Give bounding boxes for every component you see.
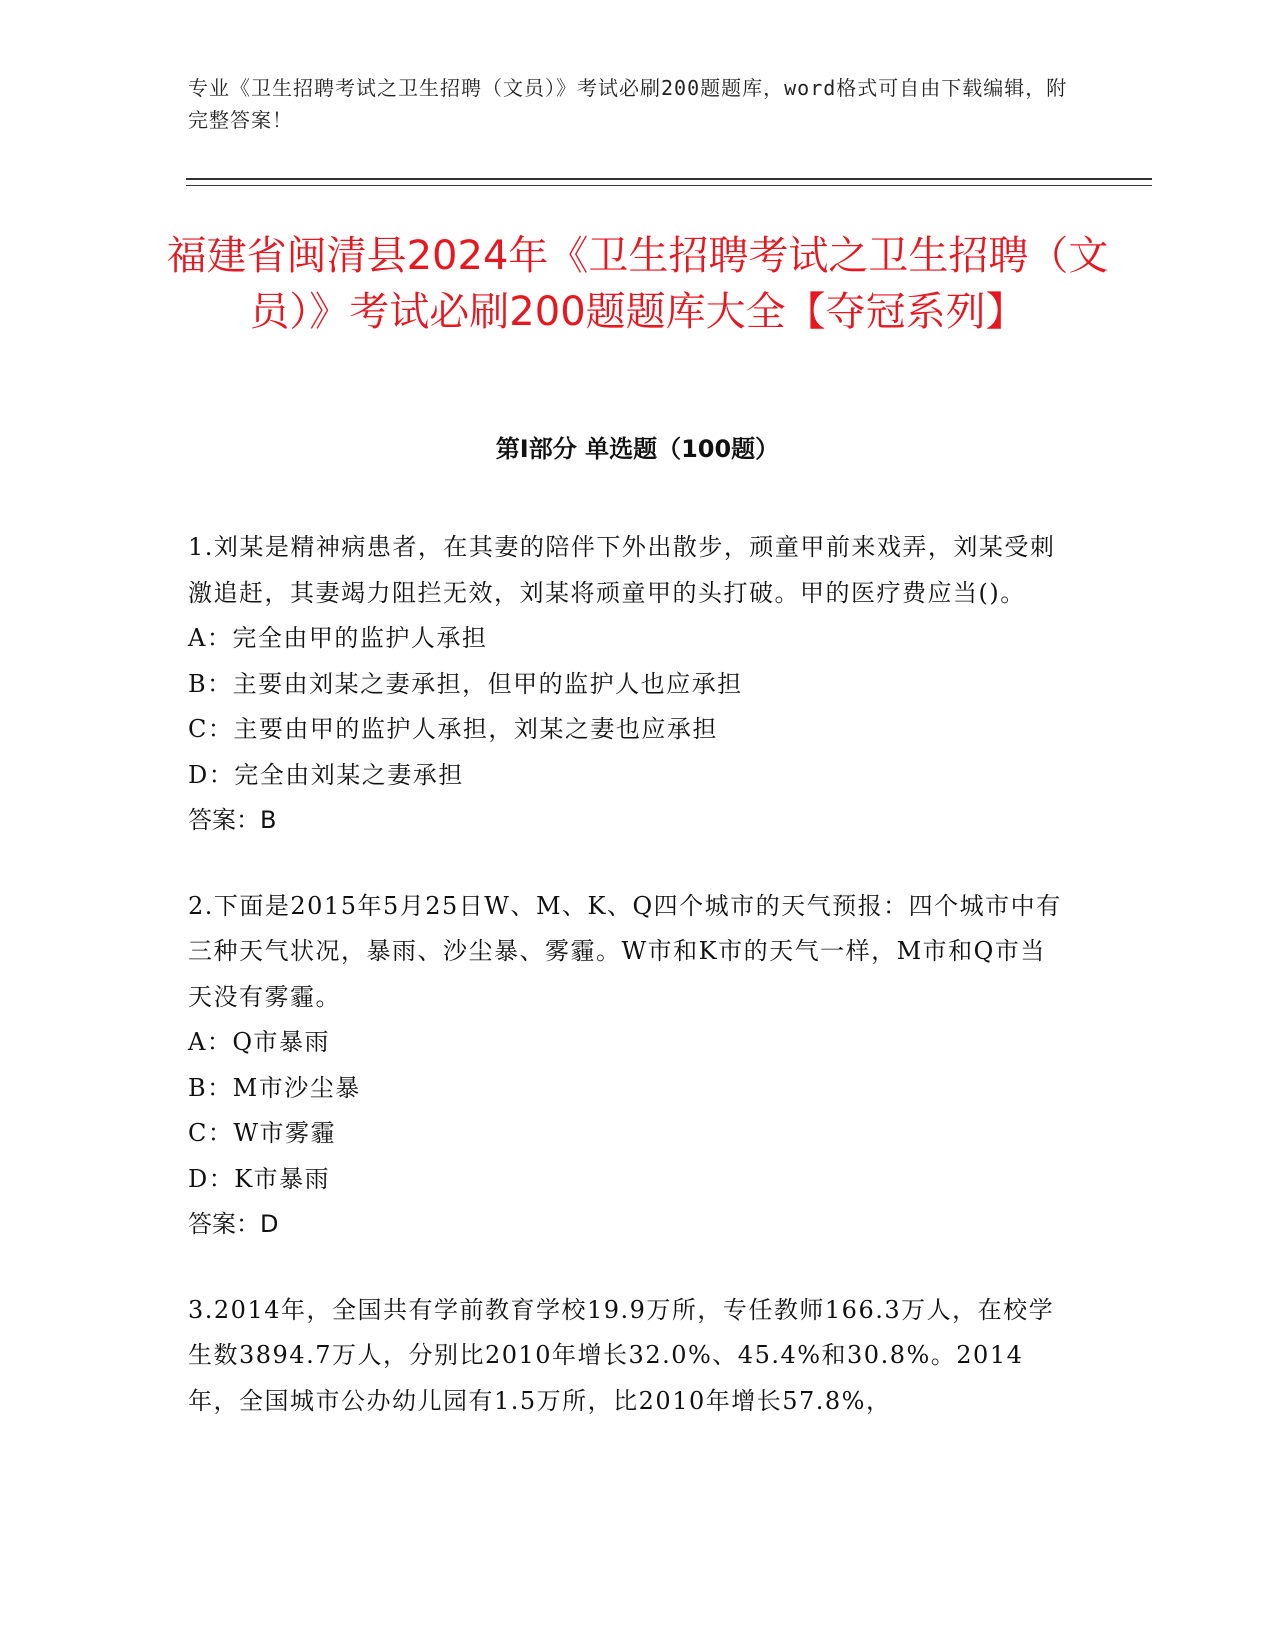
question-stem: 1.刘某是精神病患者，在其妻的陪伴下外出散步，顽童甲前来戏弄，刘某受刺激追赶，其妻竭力阻拦无效，刘某将顽童甲的头打破。甲的医疗费应当()。 xyxy=(188,533,1056,607)
option-d: D：K市暴雨 xyxy=(188,1164,331,1193)
question-stem: 2.下面是2015年5月25日W、M、K、Q四个城市的天气预报：四个城市中有三种天气状况，暴雨、沙尘暴、雾霾。W市和K市的天气一样，M市和Q市当天没有雾霾。 xyxy=(188,891,1062,1011)
option-d: D：完全由刘某之妻承担 xyxy=(188,760,464,789)
option-c: C：主要由甲的监护人承担，刘某之妻也应承担 xyxy=(188,715,718,743)
option-a: A：完全由甲的监护人承担 xyxy=(188,624,488,652)
answer: 答案：B xyxy=(188,806,277,834)
document-title: 福建省闽清县2024年《卫生招聘考试之卫生招聘（文员）》考试必刷200题题库大全【夺冠系列】 xyxy=(166,233,1109,335)
section-title: 第Ⅰ部分 单选题（100题） xyxy=(495,435,780,463)
option-c: C：W市雾霾 xyxy=(188,1119,337,1147)
question-1 xyxy=(188,525,1068,844)
option-b: B：M市沙尘暴 xyxy=(188,1073,361,1102)
question-stem: 3.2014年，全国共有学前教育学校19.9万所，专任教师166.3万人，在校学生数3894.7万人，分别比2010年增长32.0%、45.4%和30.8%。2014年，全国城市公办幼儿园有1.5万所，比2010年增长57.8%， xyxy=(188,1295,1055,1415)
header-rule-bottom xyxy=(186,185,1152,186)
question-3 xyxy=(188,1288,1068,1425)
option-b: B：主要由刘某之妻承担，但甲的监护人也应承担 xyxy=(188,669,743,698)
question-2 xyxy=(188,884,1068,1248)
header-rule-top xyxy=(186,178,1152,180)
question-list xyxy=(188,525,1068,1464)
option-a: A：Q市暴雨 xyxy=(188,1028,331,1056)
header-note: 专业《卫生招聘考试之卫生招聘（文员）》考试必刷200题题库，word格式可自由下载编辑，附完整答案！ xyxy=(188,76,1068,132)
answer: 答案：D xyxy=(188,1210,279,1238)
